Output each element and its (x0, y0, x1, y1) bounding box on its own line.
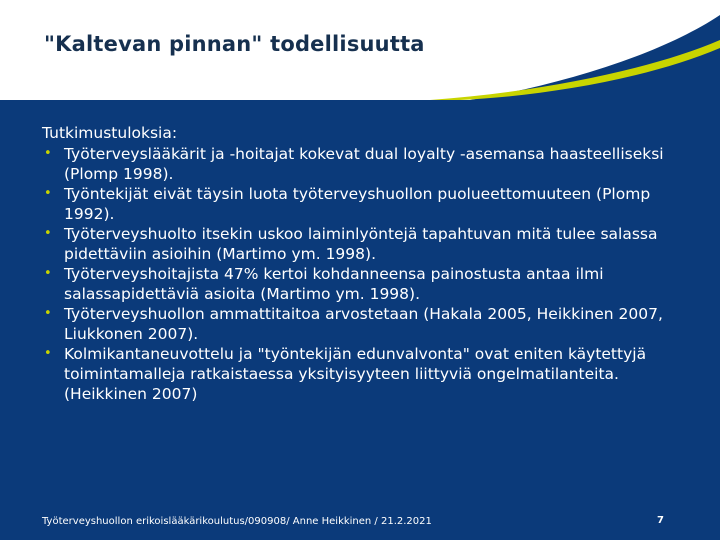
list-item (42, 224, 682, 264)
list-item (42, 184, 682, 224)
list-item-text: Työterveyslääkärit ja -hoitajat kokevat dual loyalty -asemansa haasteelliseksi (Plomp 1998). (64, 145, 664, 183)
list-item-text: Työterveyshuollon ammattitaitoa arvostetaan (Hakala 2005, Heikkinen 2007, Liukkonen 2007). (64, 305, 663, 343)
footer-text: Työterveyshuollon erikoislääkärikoulutus/090908/ Anne Heikkinen / 21.2.2021 (42, 516, 432, 527)
bullet-icon: • (44, 306, 52, 321)
list-item (42, 304, 682, 344)
page-title: "Kaltevan pinnan" todellisuutta (44, 32, 425, 56)
section-heading: Tutkimustuloksia: (42, 124, 178, 142)
bullet-icon: • (44, 346, 52, 361)
list-item-text: Kolmikantaneuvottelu ja "työntekijän edunvalvonta" ovat eniten käytettyjä toimintamalleja ratkaistaessa yksityisyyteen liittyviä ongelmatilanteita. (Heikkinen 2007) (64, 345, 647, 403)
list-item-text: Työterveyshuolto itsekin uskoo laiminlyöntejä tapahtuvan mitä tulee salassa pidettäviin asioihin (Martimo ym. 1998). (64, 225, 658, 263)
list-item-text: Työntekijät eivät täysin luota työterveyshuollon puolueettomuuteen (Plomp 1992). (64, 185, 651, 223)
page-number: 7 (657, 515, 664, 526)
list-item (42, 144, 682, 184)
slide-content (42, 123, 682, 404)
title-band (0, 0, 720, 100)
bullet-icon: • (44, 146, 52, 161)
bullet-icon: • (44, 226, 52, 241)
list-item (42, 344, 682, 404)
bullet-icon: • (44, 266, 52, 281)
list-item-text: Työterveyshoitajista 47% kertoi kohdanneensa painostusta antaa ilmi salassapidettäviä asioita (Martimo ym. 1998). (64, 265, 604, 303)
bullet-icon: • (44, 186, 52, 201)
bullet-list (42, 144, 682, 404)
list-item (42, 264, 682, 304)
